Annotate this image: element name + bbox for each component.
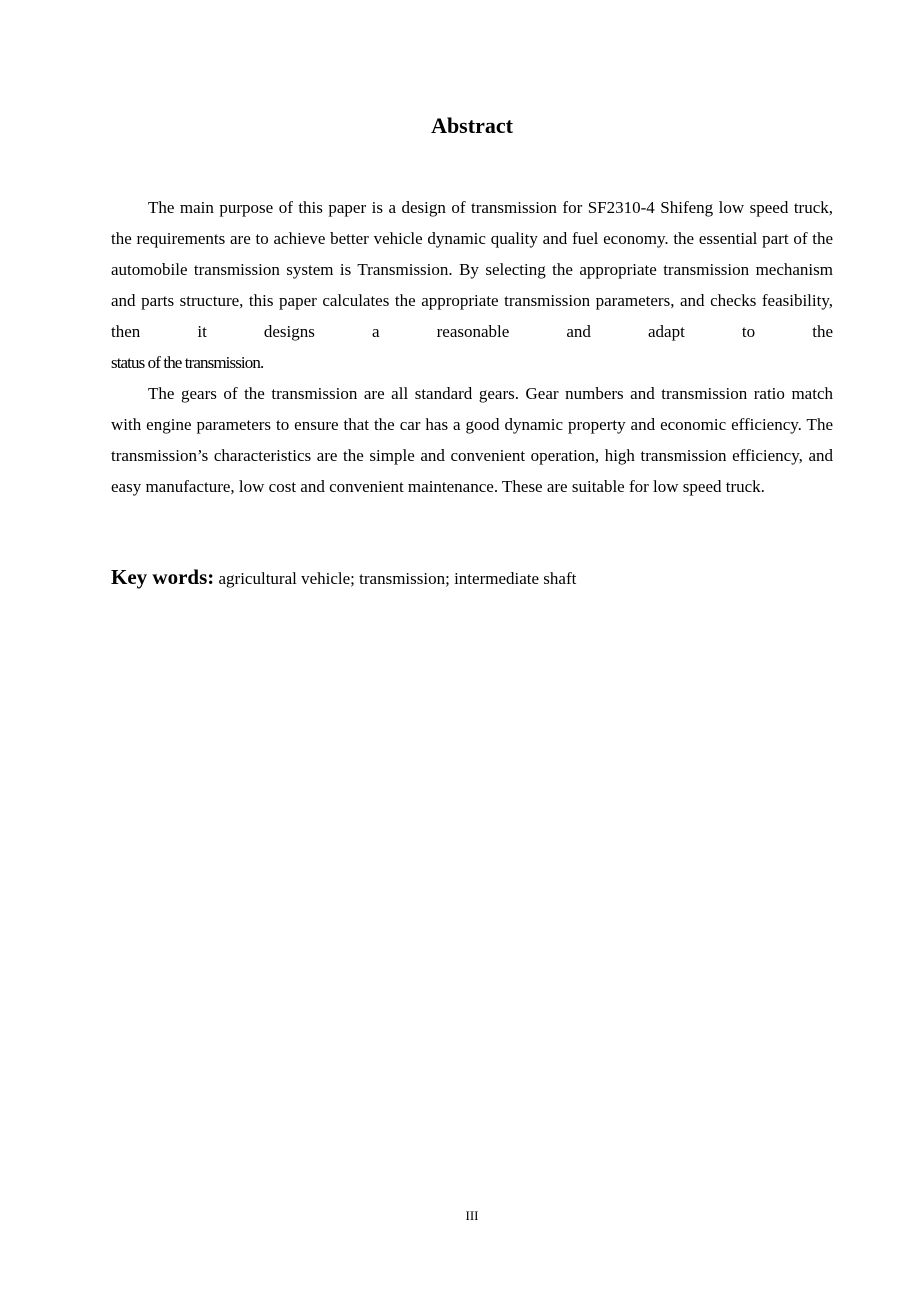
abstract-paragraph-1-tail [111,347,833,378]
keywords-label: Key words: [111,565,215,589]
abstract-paragraph-2-text: The gears of the transmission are all standard gears. Gear numbers and transmission ratio match with engine parameters to ensure that the car has a good dynamic property and economic efficiency. The transmission’s characteristics are the simple and convenient operation, high transmission efficiency, and easy manufacture, low cost and convenient maintenance. These are suitable for low speed truck. [111,384,833,496]
page-number: III [465,1208,479,1223]
abstract-paragraph-1-tail-text: status of the transmission. [111,353,264,372]
abstract-title: Abstract [431,113,513,138]
keywords-value: agricultural vehicle; transmission; intermediate shaft [218,569,577,588]
keywords-line [111,562,833,594]
abstract-paragraph-1 [111,192,833,347]
abstract-paragraph-1-text: The main purpose of this paper is a design of transmission for SF2310-4 Shifeng low speed truck, the requirements are to achieve better vehicle dynamic quality and fuel economy. the essential part of the automobile transmission system is Transmission. By selecting the appropriate transmission mechanism and parts structure, this paper calculates the appropriate transmission parameters, and checks feasibility, then it designs a reasonable and adapt to the [111,198,833,341]
abstract-paragraph-2 [111,378,833,502]
abstract-body [111,192,833,502]
